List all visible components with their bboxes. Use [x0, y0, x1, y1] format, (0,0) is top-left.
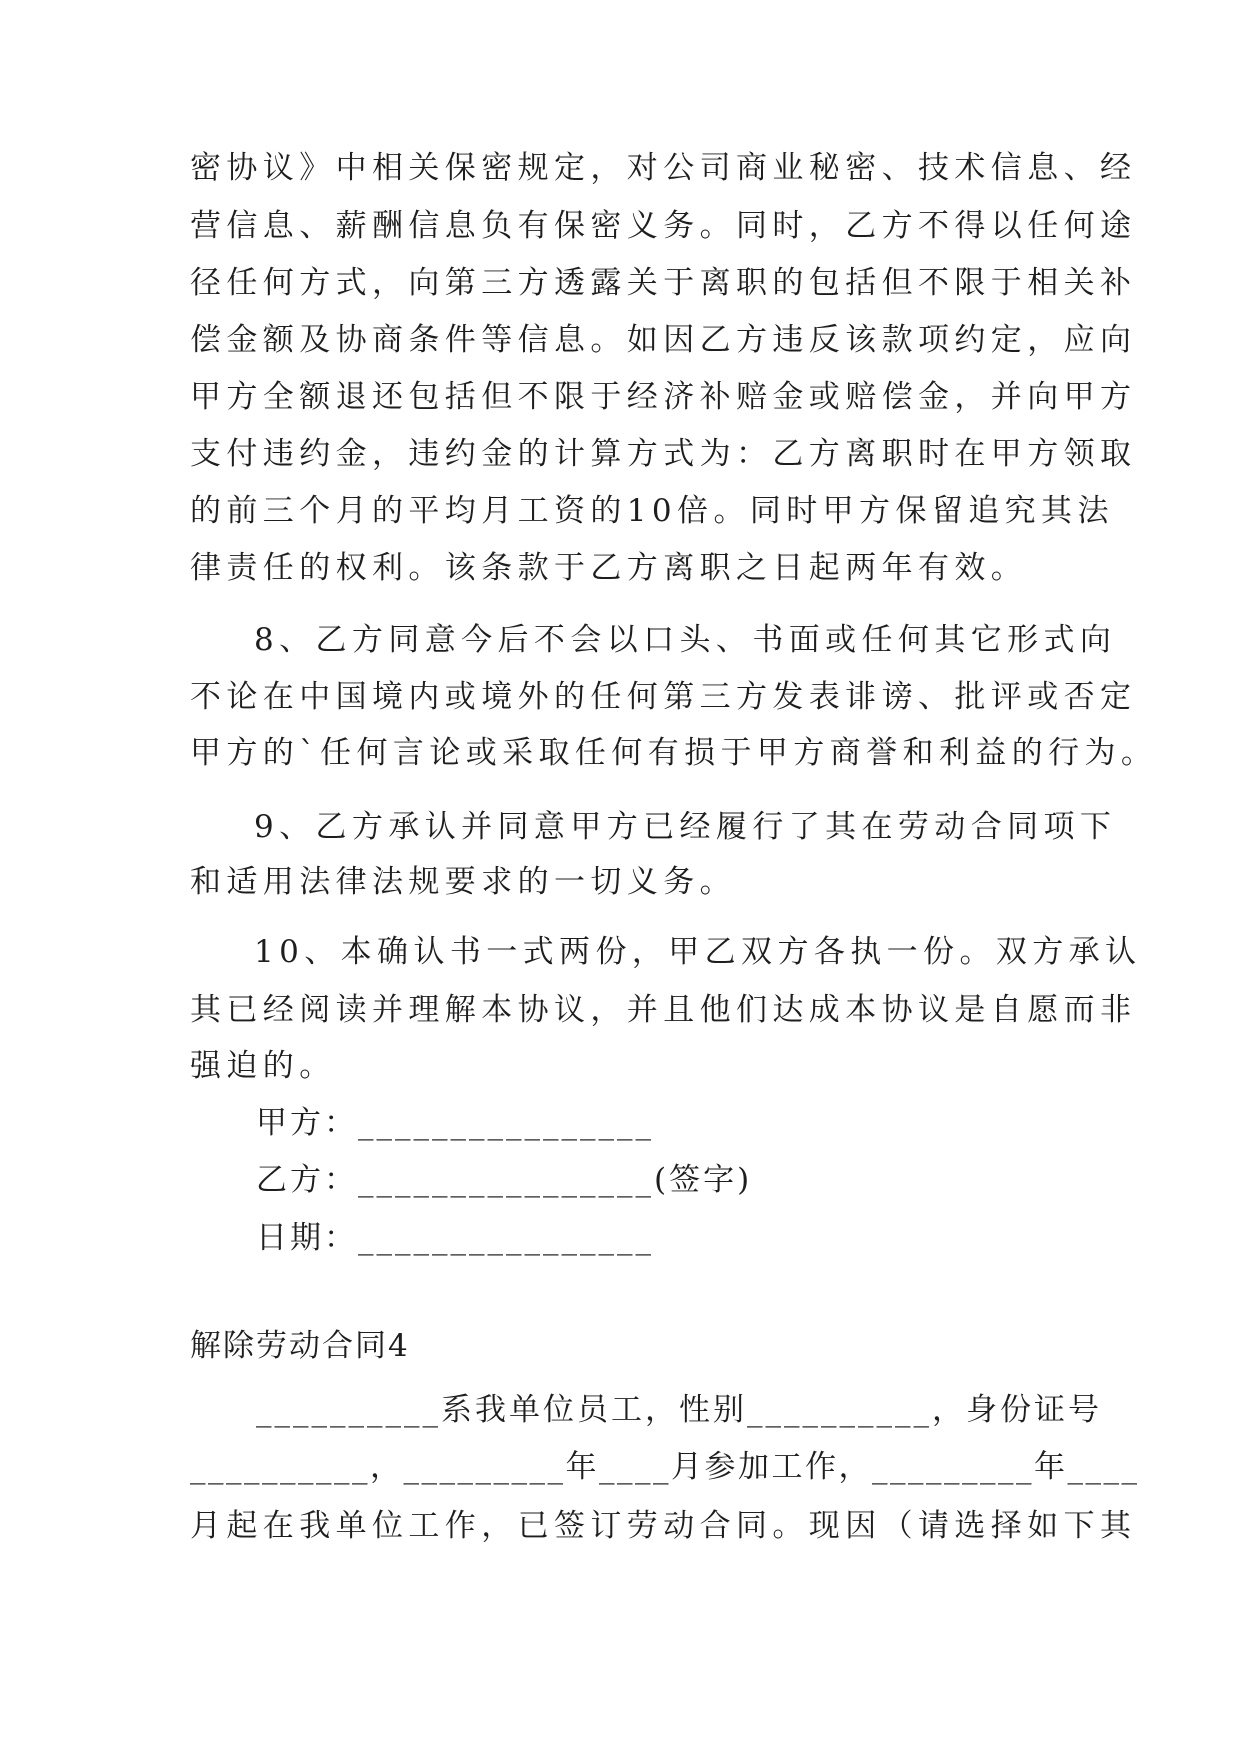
paragraph-7-line-1: 密协议》中相关保密规定，对公司商业秘密、技术信息、经	[190, 150, 1137, 186]
paragraph-10-line-2: 其已经阅读并理解本协议，并且他们达成本协议是自愿而非	[190, 992, 1137, 1028]
paragraph-8-line-3: 甲方的`任何言论或采取任何有损于甲方商誉和利益的行为。	[190, 735, 1158, 771]
paragraph-7-line-7: 的前三个月的平均月工资的10倍。同时甲方保留追究其法	[190, 493, 1114, 529]
paragraph-7-line-8: 律责任的权利。该条款于乙方离职之日起两年有效。	[190, 550, 1028, 586]
section-4-line-3: 月起在我单位工作，已签订劳动合同。现因（请选择如下其	[190, 1508, 1137, 1544]
section-heading: 解除劳动合同4	[190, 1328, 410, 1364]
paragraph-7-line-5: 甲方全额退还包括但不限于经济补赔金或赔偿金，并向甲方	[190, 379, 1137, 415]
section-4-line-1: __________系我单位员工，性别__________，身份证号	[256, 1392, 1102, 1428]
paragraph-7-line-3: 径任何方式，向第三方透露关于离职的包括但不限于相关补	[190, 265, 1137, 301]
section-4-line-2: __________，_________年____月参加工作，_________年____	[190, 1449, 1140, 1485]
signature-date: 日期：________________	[256, 1220, 654, 1256]
paragraph-9-line-2: 和适用法律法规要求的一切义务。	[190, 864, 736, 900]
signature-party-b: 乙方：________________(签字)	[256, 1162, 753, 1198]
paragraph-10-line-3: 强迫的。	[190, 1048, 336, 1084]
paragraph-9-line-1: 9、乙方承认并同意甲方已经履行了其在劳动合同项下	[254, 809, 1117, 845]
paragraph-8-line-2: 不论在中国境内或境外的任何第三方发表诽谤、批评或否定	[190, 679, 1137, 715]
paragraph-10-line-1: 10、本确认书一式两份，甲乙双方各执一份。双方承认	[254, 934, 1142, 970]
paragraph-7-line-4: 偿金额及协商条件等信息。如因乙方违反该款项约定，应向	[190, 322, 1137, 358]
paragraph-7-line-6: 支付违约金，违约金的计算方式为：乙方离职时在甲方领取	[190, 436, 1137, 472]
paragraph-7-line-2: 营信息、薪酬信息负有保密义务。同时，乙方不得以任何途	[190, 208, 1137, 244]
signature-party-a: 甲方：________________	[256, 1105, 654, 1141]
paragraph-8-line-1: 8、乙方同意今后不会以口头、书面或任何其它形式向	[254, 622, 1117, 658]
